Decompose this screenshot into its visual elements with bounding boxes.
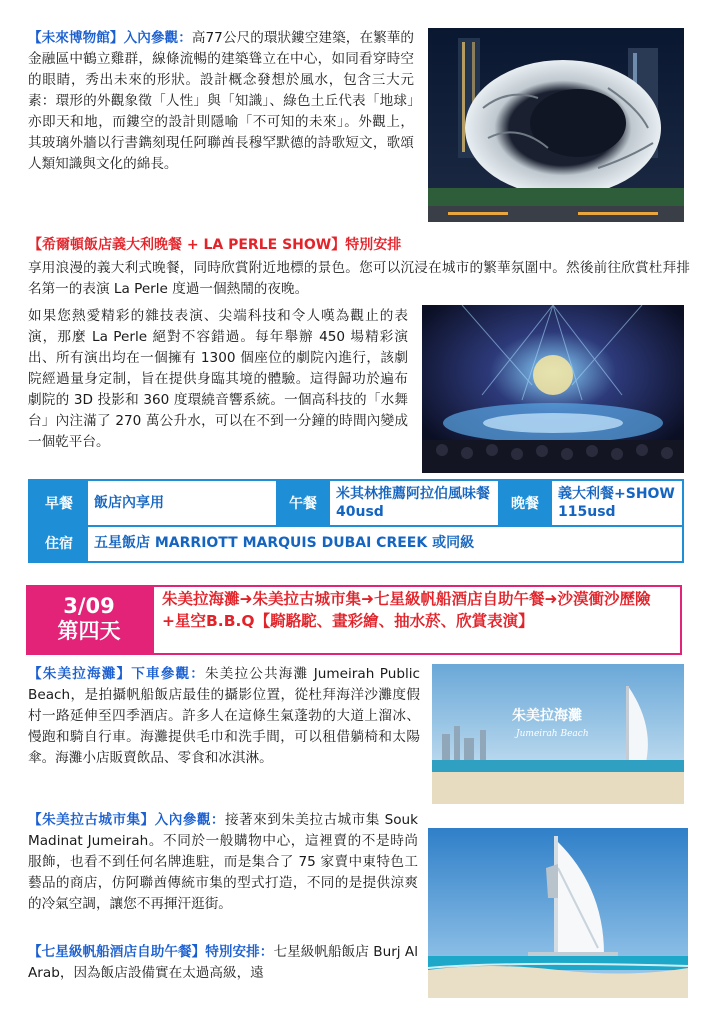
souk-text: 接著來到朱美拉古城市集 Souk Madinat Jumeirah。不同於一般購物中心，這裡賣的不是時尚服飾，也看不到任何名牌進駐，而是集合了 75 家賣中東特色工藝品的商店，仿阿聯酋傳統市集的型式打造，不同的是提供涼爽的冷氣空調，讓您不再揮汗逛街。 [28,812,419,912]
burj-paragraph [28,942,418,984]
burj-tag: 【七星級帆船酒店自助午餐】 [28,944,206,960]
breakfast-label: 早餐 [30,481,88,525]
hotel-row [30,525,682,561]
lunch-value: 米其林推薦阿拉伯風味餐40usd [336,486,490,520]
museum-paragraph [28,28,414,175]
laperle-paragraph: 如果您熱愛精彩的雜技表演、尖端科技和令人嘆為觀止的表演，那麼 La Perle 絕對不容錯過。每年舉辦 450 場精彩演出、所有演出均在一個擁有 1300 個座位的劇院內進行，該劇院經過量身定制，旨在提供身臨其境的體驗。這得歸功於遍布劇院的 3D 投影和 360 度環繞音響系統。一個高科技的「水舞台」內注滿了 270 萬公升水，可以在不到一分鐘的時間內變成一個乾平台。 [28,308,408,450]
beach-photo-caption: 朱美拉海灘 [512,708,582,724]
meals-table [28,479,684,563]
beach-text: 朱美拉公共海灘 Jumeirah Public Beach，是拍攝帆船飯店最佳的攝影位置，從杜拜海洋沙灘度假村一路延伸至四季酒店。許多人在這條生氣蓬勃的大道上溜冰、慢跑和騎自行車。海灘提供毛巾和洗手間，可以租借躺椅和太陽傘。海灘小店販賣飲品、零食和冰淇淋。 [28,666,421,766]
jumeirah-beach-photo [432,664,684,804]
dinner-label: 晚餐 [498,481,552,525]
museum-text: 高77公尺的環狀鏤空建築，在繁華的金融區中鶴立雞群，線條流暢的建築聳立在中心，如同看穿時空的眼睛，秀出未來的形狀。設計概念發想於風水，包含三大元素：環形的外觀象徵「人性」與「知識」、綠色土丘代表「地球」亦即天和地，而鏤空的設計則隱喻「不可知的未來」。外觀上，其玻璃外牆以行書鐫刻現任阿聯酋長穆罕默德的詩歌短文，歌頌人類知識與文化的綿長。 [28,30,415,172]
souk-tag-suffix: 入內參觀： [154,812,225,828]
laperle-intro: 享用浪漫的義大利式晚餐，同時欣賞附近地標的景色。您可以沉浸在城市的繁華氛圍中。然後前往欣賞杜拜排名第一的表演 La Perle 度過一個熱鬧的夜晚。 [28,260,690,297]
museum-tag-suffix: 入內參觀： [123,30,192,46]
dinner-value: 義大利餐+SHOW 115usd [558,486,675,520]
day-number: 第四天 [57,619,121,643]
lunch-label: 午餐 [276,481,330,525]
day-date: 3/09 [63,594,115,618]
breakfast-value: 飯店內享用 [94,495,164,511]
souk-paragraph [28,810,418,915]
beach-tag-suffix: 下車參觀： [131,666,206,682]
beach-tag: 【朱美拉海灘】 [28,666,132,682]
day-itinerary-title: 朱美拉海灘➜朱美拉古城市集➜七星級帆船酒店自助午餐➜沙漠衝沙歷險+星空B.B.Q【騎駱駝、畫彩繪、抽水菸、欣賞表演】 [152,585,682,655]
burj-tag-suffix: 特別安排： [205,944,274,960]
burj-al-arab-photo [428,828,688,998]
beach-photo-caption-en: Jumeirah Beach [516,729,589,739]
souk-tag: 【朱美拉古城市集】 [28,812,155,828]
meals-row [30,481,682,527]
burj-text: 七星級帆船飯店 Burj Al Arab，因為飯店設備實在太過高級，遠 [28,944,419,981]
day-badge [26,585,152,655]
museum-of-the-future-photo [428,28,684,222]
la-perle-show-photo [422,305,684,473]
beach-paragraph [28,664,420,769]
hotel-value: 五星飯店 MARRIOTT MARQUIS DUBAI CREEK 或同級 [94,535,475,551]
laperle-heading: 【希爾頓飯店義大利晚餐 + LA PERLE SHOW】特別安排 [28,237,402,253]
hotel-label: 住宿 [30,525,88,561]
museum-tag: 【未來博物館】 [28,30,124,46]
